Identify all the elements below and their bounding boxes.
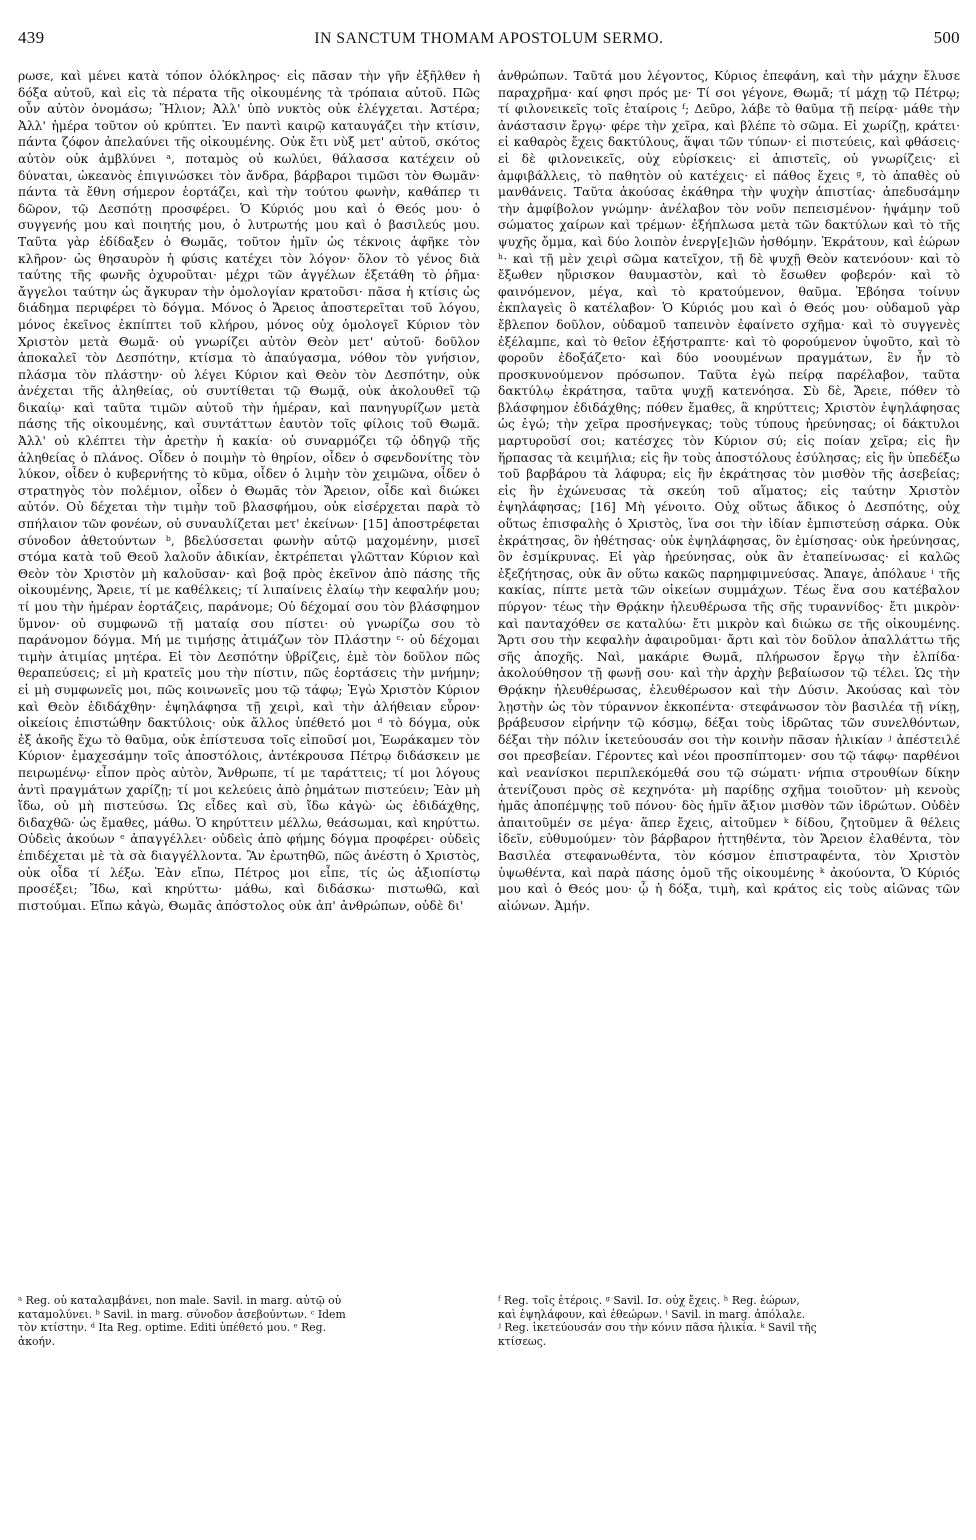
footnote-line: τὸν κτίστην. ᵈ Ita Reg. optime. Editi ὑπέθετό μου. ᵉ Reg. — [18, 1321, 327, 1335]
left-column — [18, 68, 480, 1528]
left-footnotes — [18, 1294, 480, 1348]
left-page-number: 439 — [18, 28, 45, 47]
right-footnotes — [498, 1294, 960, 1348]
two-column-body — [18, 68, 960, 1528]
right-column — [498, 68, 960, 1528]
running-title: IN SANCTUM THOMAM APOSTOLUM SERMO. — [314, 30, 664, 47]
footnote-line: κτίσεως. — [498, 1334, 547, 1348]
running-header — [18, 28, 960, 50]
printed-page — [18, 28, 960, 1528]
footnote-line: ᵃ Reg. οὐ καταλαμβάνει, non male. Savil. in marg. αὐτῷ οὐ — [18, 1294, 342, 1307]
footnote-line: καταμολύνει. ᵇ Savil. in marg. σύνοδον ἀσεβούντων. ᶜ Idem — [18, 1307, 346, 1321]
right-column-text: ἀνθρώπων. Ταῦτά μου λέγοντος, Κύριος ἐπεφάνη, καὶ τὴν μάχην ἔλυσε παραχρῆμα· καί φησι πρός με· Τί σοι γέγονε, Θωμᾶ; τί μάχῃ τῷ Πέτρῳ; τί φιλονεικεῖς τοῖς ἑταίροις ᶠ; Δεῦρο, λάβε τὸ θαῦμα τῇ πείρᾳ· μάθε τὴν ἀνάστασιν ἔργῳ· φέρε τὴν χεῖρα, καὶ βλέπε τὸ σῶμα. Εἰ χωρίζῃ, κράτει· εἰ καθαρὸς ἔχεις δακτύλους, ἅψαι τῶν τύπων· εἰ πιστεύεις, καὶ φθάσεις· εἰ δὲ φιλονεικεῖς, οὐχ εὑρίσκεις· εἰ ἀπιστεῖς, οὐ γνωρίζεις· εἰ ἀμφιβάλλεις, τὸ παθητὸν οὐ κατέχεις· εἰ πάθος ἔχεις ᵍ, τὸ ἀπαθὲς οὐ μανθάνεις. Ταῦτα ἀκούσας ἐκάθηρα τὴν ψυχὴν ἀπιστίας· ἀπεδυσάμην τὴν ἀμφίβολον γνώμην· ἀνέλαβον τὸν νοῦν πεπεισμένον· ἡψάμην τοῦ σώματος χαίρων καὶ τρέμων· ἐξήπλωσα μετὰ τῶν δακτύλων καὶ τὸ τῆς ψυχῆς ὄμμα, καὶ δύο λοιπὸν ἐνεργ[ε]ιῶν ἠσθόμην. Ἐκράτουν, καὶ ἑώρων ʰ· καὶ τῇ μὲν χειρὶ σῶμα κατεῖχον, τῇ δὲ ψυχῇ Θεὸν κατενόουν· καὶ τὸ ἔξωθεν ηὕρισκον θαυμαστὸν, καὶ τὸ ἔσωθεν φοβερόν· καὶ τὸ φαινόμενον, μέγα, καὶ τὸ κρατούμενον, θαῦμα. Ἐβόησα τοίνυν ἐκπλαγεὶς ὃ κατέλαβον· Ὁ Κύριός μου καὶ ὁ Θεός μου· οὐδαμοῦ γὰρ ἔβλεπον δοῦλον, οὐδαμοῦ ταπεινὸν ἐφαίνετο σχῆμα· καὶ τὸ συγγενὲς ἐξέλαμπε, καὶ τὸ θεῖον ἐξήστραπτε· καὶ τὸ φορούμενον ὑψοῦτο, καὶ τὸ φοροῦν ἐδοξάζετο· καὶ δύο νοουμένων πραγμάτων, ἓν ἦν τὸ προσκυνούμενον πρόσωπον. Ταῦτα ἐγὼ πείρᾳ παρέλαβον, ταῦτα δακτύλῳ ἐκράτησα, ταῦτα ψυχῇ κατενόησα. Σὺ δὲ, Ἄρειε, πόθεν τὸ βλάσφημον ἐδιδάχθης; πόθεν ἔμαθες, ἃ κηρύττεις; Χριστὸν ἐψηλάφησας ὡς ἐγώ; τὴν χεῖρα προσήνεγκας; τοὺς τύπους ἠρεύνησας; οἱ δάκτυλοι μαρτυροῦσί σοι; κατέσχες τὸν Κύριον σύ; εἰς ποίαν χεῖρα; εἰς ἣν ἥρπασας τὰ κειμήλια; εἰς ἣν τοὺς ἀποστόλους ἐσύλησας; εἰς ἣν ὑπεδέξω τοῦ βαρβάρου τὰ λάφυρα; εἰς ἣν ἐκράτησας τὸν μισθὸν τῆς ἀσεβείας; εἰς ἣν ἐχώνευσας τὰ σκεύη τοῦ αἵματος; εἰς ταύτην Χριστὸν ἐψηλάφησας; [16] Μὴ γένοιτο. Οὐχ οὕτως ἄδικος ὁ Δεσπότης, οὐχ οὕτως ἐπισφαλὴς ὁ Χριστὸς, ἵνα σοι τὴν ἰδίαν ἐμπιστεύσῃ σάρκα. Οὐκ ἐκράτησας, ὃν ἠθέτησας· οὐκ ἐψηλάφησας, ὃν ἐμίσησας· οὐκ ἠρεύνησας, ὃν ἐσμίκρυνας. Εἰ γὰρ ἠρεύνησας, οὐκ ἂν ἐταπείνωσας· εἰ καλῶς ἐξεζήτησας, οὐκ ἂν οὕτω κακῶς παρημφιμνεύσας. Ἄπαγε, ἀπόλαυε ⁱ τῆς κακίας, πίπτε μετὰ τῶν οἰκείων συμμάχων. Τέως ἕνα σου κατέβαλον πύργον· τέως τὴν Θρᾴκην ἠλευθέρωσα τῆς σῆς τυραννίδος· ἔτι μικρὸν· καὶ πανταχόθεν σε καταλύω· ἔτι μικρὸν καὶ διώκω σε τῆς οἰκουμένης. Ἄρτι σου τὴν κεφαλὴν ἀφαιροῦμαι· ἄρτι καὶ τὸν δοῦλον ἀπαλλάττω τῆς σῆς ἀποχῆς. Ναὶ, μακάριε Θωμᾶ, πλήρωσον ἔργῳ τὴν ἐλπίδα· ἀκολούθησον τῇ φωνῇ σου· καὶ τὴν ἀρχὴν βεβαίωσον τῷ τέλει. Ὡς τὴν Θρᾴκην ἠλευθέρωσας, ἐλευθέρωσον καὶ τὴν Δύσιν. Ἀκούσας καὶ τὸν λῃστὴν ὡς τὸν τύραννον ἐκκοπέντα· στεφάνωσον τὸν βασιλέα τῇ νίκῃ, βράβευσον εἰρήνην τῷ κόσμῳ, δέξαι τοὺς ἱδρῶτας τῶν συνελθόντων, δέξαι τὴν πόλιν ἱκετεύουσάν σοι τὴν κοινὴν πᾶσαν ἡλικίαν ʲ ἀπέστειλέ σοι πρεσβείαν. Γέροντες καὶ νέοι προσπίπτομεν· σου τῷ τάφῳ· παρθένοι καὶ νεανίσκοι περιπλεκόμεθά σου τῷ σώματι· νήπια στρουθίων δίκην ἀτενίζουσι πρὸς σὲ κεχηνότα· μὴ παρίδῃς σχῆμα τοιοῦτον· μὴ κενοὺς ἡμᾶς ἀποπέμψῃς τοῦ πόνου· δὸς ἡμῖν ἄξιον μισθὸν τῶν ἱδρώτων. Οὐδὲν ἀπαιτοῦμέν σε μέγα· ἅπερ ἔχεις, αἰτοῦμεν ᵏ δίδου, ζητοῦμεν ἃ θέλεις ἰδεῖν, εὐθυμούμεν· τὸν βάρβαρον ἡττηθέντα, τὸν Ἄρειον ἐλαθέντα, τὸν Βασιλέα στεφανωθέντα, τὸν κόσμον ἐπιστραφέντα, τὸν Χριστὸν ὑψωθέντα, καὶ παρὰ πάσης ὁμοῦ τῆς οἰκουμένης ᵏ ἀκούοντα, Ὁ Κύριός μου καὶ ὁ Θεός μου· ᾧ ἡ δόξα, τιμὴ, καὶ κράτος εἰς τοὺς αἰῶνας τῶν αἰώνων. Ἀμήν. — [498, 69, 960, 913]
right-page-number: 500 — [933, 28, 960, 47]
left-column-text: ρωσε, καὶ μένει κατὰ τόπον ὁλόκληρος· εἰς πᾶσαν τὴν γῆν ἐξῆλθεν ἡ δόξα αὐτοῦ, καὶ εἰς τὰ πέρατα τῆς οἰκουμένης τὰ τρόπαια αὐτοῦ. Πῶς οὖν αὐτὸν ὀνομάσω; Ἥλιον; Ἀλλ' ὑπὸ νυκτὸς οὐκ ἐλέγχεται. Ἀστέρα; Ἀλλ' ἡμέρα τοῦτον οὐ κρύπτει. Ἐν παντὶ καιρῷ καταυγάζει τὴν κτίσιν, πάντα ζόφον ἀπελαύνει τῆς οἰκουμένης. Οὐκ ἔτι νὺξ μετ' αὐτοῦ, σκότος αὐτὸν οὐκ ἀμβλύνει ᵃ, ποταμὸς οὐ κωλύει, θάλασσα κατέχειν οὐ δύναται, ὠκεανὸς ἐπιγινώσκει τὸν ἄνδρα, βάρβαροι τιμῶσι τὸν Θωμᾶν· πάντα τὰ ἔθνη σήμερον ἑορτάζει, καὶ τὴν τούτου φωνὴν, καθάπερ τι δῶρον, τῷ Δεσπότῃ προσφέρει. Ὁ Κύριός μου καὶ ὁ Θεός μου· ὁ συγγενής μου καὶ ποιητής μου, ὁ λυτρωτής μου καὶ ὁ βασιλεύς μου. Ταῦτα γὰρ ἐδίδαξεν ὁ Θωμᾶς, τοῦτον ἡμῖν ὡς τέκνοις ἀφῆκε τὸν κλῆρον· ὡς θησαυρὸν ἡ φύσις κατέχει τὸν λόγον· ὅλον τὸ γένος διὰ ταύτης τῆς φωνῆς ὀχυροῦται· μέχρι τῶν ἀγγέλων ἐξετάθη τὸ ῥῆμα· ἄγγελοι ταύτην ὡς ἄγκυραν τὴν ὁμολογίαν κρατοῦσι· πᾶσα ἡ κτίσις ὡς διάδημα περιφέρει τὸ δόγμα. Μόνος ὁ Ἄρειος ἀποστερεῖται τοῦ λόγου, μόνος ἐκεῖνος ἐκπίπτει τοῦ κλήρου, μόνος οὐχ ὁμολογεῖ Κύριον τὸν Χριστὸν μετὰ Θωμᾶ· οὐ γνωρίζει αὐτὸν Θεὸν μετ' αὐτοῦ· δοῦλον ἀποκαλεῖ τὸν Δεσπότην, κτίσμα τὸ ἀπαύγασμα, νόθον τὸν γνήσιον, πλάσμα τὸν πλάστην· οὐ λέγει Κύριον καὶ Θεὸν τὸν Δεσπότην, οὐκ ἀνέχεται τῆς ἀληθείας, οὐ συντίθεται τῷ Θωμᾷ, οὐκ ἀκολουθεῖ τῷ δικαίῳ· καὶ ταῦτα τιμῶν αὐτοῦ τὴν ἡμέραν, καὶ πανηγυρίζων μετὰ πάσης τῆς οἰκουμένης, καὶ συντάττων ἑαυτὸν τοῖς φίλοις τοῦ Θωμᾶ. Ἀλλ' οὐ κλέπτει τὴν ἀρετὴν ἡ κακία· οὐ συναρμόζει τῷ ὁδηγῷ τῆς ἀληθείας ὁ πλάνος. Οἶδεν ὁ ποιμὴν τὸ θηρίον, οἶδεν ὁ σφενδονίτης τὸν λύκον, οἶδεν ὁ κυβερνήτης τὸ κῦμα, οἶδεν ὁ λιμὴν τὸν χειμῶνα, οἶδεν ὁ στρατηγὸς τὸν πολέμιον, οἶδεν ὁ Θωμᾶς τὸν Ἄρειον, οἶδε καὶ διώκει αὐτόν. Οὐ δέχεται τὴν τιμὴν τοῦ βλασφήμου, οὐκ εἰσέρχεται παρὰ τὸ σπήλαιον τῶν φονέων, οὐ συναυλίζεται μετ' ἐκείνων· [15] ἀποστρέφεται σύνοδον ἀθετούντων ᵇ, βδελύσσεται φωνὴν αὐτῷ μαχομένην, μισεῖ στόμα κατὰ τοῦ Θεοῦ λαλοῦν ἀδικίαν, ἐκτρέπεται γλῶτταν Κύριον καὶ Θεὸν τὸν Χριστὸν μὴ καλοῦσαν· καὶ βοᾷ πρὸς ἐκεῖνον ἀπὸ πάσης τῆς οἰκουμένης, Ἄρειε, τί με καθέλκεις; τί λιπαίνεις ἐλαίῳ τὴν κεφαλήν μου; τί μου τὴν ἡμέραν ἑορτάζεις, παράνομε; Οὐ δέχομαί σου τὸν βλάσφημον ὕμνον· οὐ συμφωνῶ τῇ ματαίᾳ σου πίστει· οὐ γνωρίζω σου τὸ παράνομον δόγμα. Μή με τιμήσῃς ἀτιμάζων τὸν Πλάστην ᶜ· οὐ δέχομαι τιμὴν ἀτιμίας μητέρα. Εἰ τὸν Δεσπότην ὑβρίζεις, ἐμὲ τὸν δοῦλον πῶς θεραπεύσεις; εἰ μὴ κρατεῖς μου τὴν πίστιν, πῶς ἑορτάσεις τὴν μνήμην; εἰ μὴ συμφωνεῖς μοι, πῶς κοινωνεῖς μου τῷ τάφῳ; Ἐγὼ Χριστὸν Κύριον καὶ Θεὸν ἐδιδάχθην· ἐψηλάφησα τῇ χειρὶ, καὶ τὴν ἀλήθειαν εὗρον· οἰκείοις ἐπιστώθην δακτύλοις· οὐκ ἄλλος ὑπέθετό μοι ᵈ τὸ δόγμα, οὐκ ἐξ ἀκοῆς ἔχω τὸ θαῦμα, οὐκ ἐπίστευσα τοῖς εἰποῦσί μοι, Ἑωράκαμεν τὸν Κύριον· ἐμαχεσάμην τοῖς ἀποστόλοις, ἀντέκρουσα Πέτρῳ διδάσκειν με πειρωμένῳ· εἶπον πρὸς αὐτὸν, Ἄνθρωπε, τί με ταράττεις; τί μοι λόγους ἀντὶ πραγμάτων χαρίζῃ; τί μοι κελεύεις ἀπὸ ῥημάτων πιστεύειν; Ἐὰν μὴ ἴδω, οὐ μὴ πιστεύσω. Ὡς εἶδες καὶ σὺ, ἴδω κἀγὼ· ὡς ἐδιδάχθης, διδαχθῶ· ὡς ἔμαθες, μάθω. Ὁ κηρύττειν μέλλω, θεάσωμαι, καὶ κηρύττω. Οὐδεὶς ἀκούων ᵉ ἀπαγγέλλει· οὐδεὶς ἀπὸ φήμης δόγμα προφέρει· οὐδεὶς ἐπιδέχεται μὲ τὰ σὰ διαγγέλλοντα. Ἂν ἐρωτηθῶ, πῶς ἀνέστη ὁ Χριστὸς, οὐκ οἶδα τί λέξω. Ἐὰν εἴπω, Πέτρος μοι εἶπε, τίς ὡς ἀξιοπίστῳ προσέξει; Ἴδω, καὶ κηρύττω· μάθω, καὶ διδάσκω· πιστωθῶ, καὶ πιστούμαι. Εἴπω κἀγὼ, Θωμᾶς ἀπόστολος οὐκ ἀπ' ἀνθρώπων, οὐδὲ δι' — [18, 69, 480, 913]
footnote-line: ʲ Reg. ἱκετεύουσάν σου τὴν κόνιν πᾶσα ἡλικία. ᵏ Savil τῆς — [498, 1321, 817, 1335]
footnote-line: ἀκοήν. — [18, 1334, 56, 1348]
footnote-line: ᶠ Reg. τοῖς ἑτέροις. ᵍ Savil. Ισ. οὐχ ἔχεις. ʰ Reg. ἑώρων, — [498, 1294, 800, 1307]
footnote-line: καὶ ἐψηλάφουν, καὶ ἐθεώρων. ⁱ Savil. in marg. ἀπόλαλε. — [498, 1307, 806, 1321]
